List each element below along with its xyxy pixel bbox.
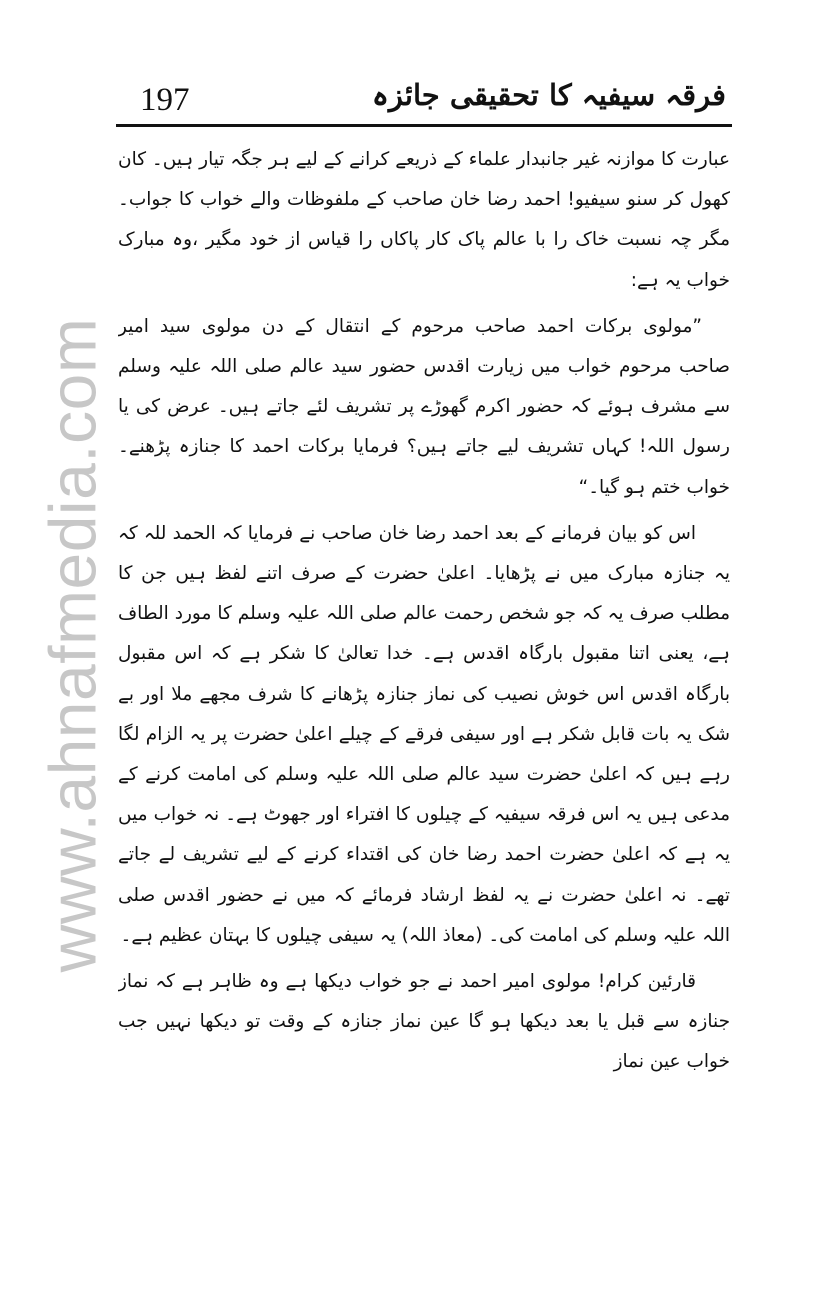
paragraph-4: قارئین کرام! مولوی امیر احمد نے جو خواب دیکھا ہے وہ ظاہر ہے کہ نماز جنازہ سے قبل یا بعد دیکھا ہو گا عین نماز جنازہ کے وقت تو دیکھا نہیں جب خواب عین نماز xyxy=(118,971,730,1073)
page-body xyxy=(118,140,730,1170)
page-number: 197 xyxy=(140,82,190,118)
dream-quote-paragraph: ”مولوی برکات احمد صاحب مرحوم کے انتقال کے دن مولوی سید امیر صاحب مرحوم خواب میں زیارت اقدس حضور سید عالم صلی اللہ علیہ وسلم سے مشرف ہوئے کہ حضور اکرم گھوڑے پر تشریف لئے جاتے ہیں۔ عرض کی یا رسول اللہ! کہاں تشریف لیے جاتے ہیں؟ فرمایا برکات احمد کا جنازہ پڑھنے۔ خواب ختم ہو گیا۔“ xyxy=(118,315,730,498)
running-title: فرقہ سیفیہ کا تحقیقی جائزہ xyxy=(371,78,726,112)
paragraph-1: عبارت کا موازنہ غیر جانبدار علماء کے ذریعے کرانے کے لیے ہر جگہ تیار ہیں۔ کان کھول کر سنو سیفیو! احمد رضا خان صاحب کے ملفوظات والے خواب کا جواب۔ مگر چہ نسبت خاک را با عالم پاک کار پاکاں را قیاس از خود مگیر ،وہ مبارک خواب یہ ہے: xyxy=(118,149,730,291)
watermark-text: www.ahnafmedia.com xyxy=(35,317,110,973)
header-rule xyxy=(116,124,732,127)
website-watermark xyxy=(28,300,116,990)
paragraph-3: اس کو بیان فرمانے کے بعد احمد رضا خان صاحب نے فرمایا کہ الحمد للہ کہ یہ جنازہ مبارک میں نے پڑھایا۔ اعلیٰ حضرت کے صرف اتنے لفظ ہیں جن کا مطلب صرف یہ کہ جو شخص رحمت عالم صلی اللہ علیہ وسلم کا مورد الطاف ہے، یعنی اتنا مقبول بارگاہ اقدس ہے۔ خدا تعالیٰ کا شکر ہے کہ اس مقبول بارگاہ اقدس اس خوش نصیب کی نماز جنازہ پڑھانے کا شرف مجھے ملا اور بے شک یہ بات قابل شکر ہے اور سیفی فرقے کے چیلے اعلیٰ حضرت پر یہ الزام لگا رہے ہیں کہ اعلیٰ حضرت سید عالم صلی اللہ علیہ وسلم کی امامت کرنے کے مدعی ہیں یہ اس فرقہ سیفیہ کے چیلوں کا افتراء اور جھوٹ ہے۔ نہ خواب میں یہ ہے کہ اعلیٰ حضرت احمد رضا خان کی اقتداء کرنے کے لیے تشریف لے جاتے تھے۔ نہ اعلیٰ حضرت نے یہ لفظ ارشاد فرمائے کہ میں نے حضور اقدس صلی اللہ علیہ وسلم کی امامت کی۔ (معاذ اللہ) یہ سیفی چیلوں کا بہتان عظیم ہے۔ xyxy=(118,522,730,946)
page-header xyxy=(118,78,732,124)
